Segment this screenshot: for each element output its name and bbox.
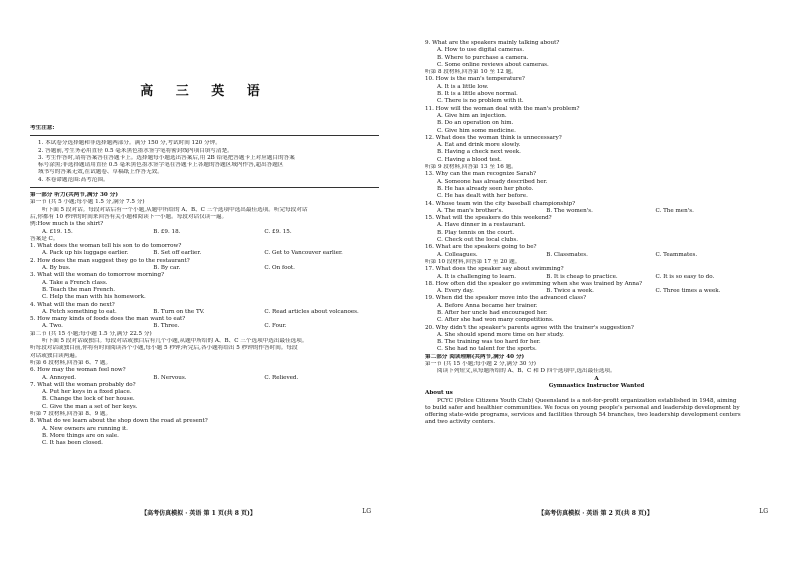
footer — [397, 508, 794, 517]
text-line: C. Check out the local clubs. — [437, 237, 519, 244]
text-line: B. Change the lock of her house. — [42, 396, 135, 403]
text-line: C. There is no problem with it. — [437, 98, 524, 105]
option-row — [30, 265, 379, 272]
footer-code: LG — [362, 508, 371, 515]
text-line: 20. Why didn't the speaker's parents agree with the trainer's suggestion? — [425, 324, 634, 331]
text-line: PCYC (Police Citizens Youth Club) Queensland is a not-for-profit organization established in 1948, aiming — [437, 397, 737, 404]
text-line: 听第 9 段材料,回答第 13 至 16 题。 — [425, 164, 517, 171]
text-line: 第二部分 阅读理解(共两节,满分 40 分) — [425, 353, 525, 360]
section-heading: Gymnastics Instructor Wanted — [548, 382, 645, 389]
notice-item: 3. 考生作答时,请将答案答在答题卡上。选择题每小题选出答案后,用 2B 铅笔把答题卡上对应题目的答案 — [38, 154, 295, 161]
exam-title: 高 三 英 语 — [140, 84, 269, 99]
text-line: 6. How may the woman feel now? — [30, 367, 126, 374]
option-row — [30, 229, 379, 236]
text-line: 19. When did the speaker move into the advanced class? — [425, 295, 587, 302]
notice-item: 标号涂黑;非选择题请用直径 0.5 毫米黑色墨水签字笔在答题卡上各题的答题区域内作答,超出答题区 — [38, 162, 284, 169]
notice-item: 域书写的答案无效,在试题卷、草稿纸上作答无效。 — [38, 169, 163, 176]
notice-item: 4. 本卷命题范围:高考范围。 — [38, 176, 109, 183]
text-line: B. Play tennis on the court. — [437, 229, 515, 236]
text-line: B. Do an operation on him. — [437, 120, 514, 127]
answer-option: A. Colleagues. — [437, 251, 478, 258]
text-line: 8. What do we learn about the shop down the road at present? — [30, 418, 208, 425]
footer-page-label: 【高考仿真模拟 · 英语 第 2 页(共 8 页)】 — [538, 510, 653, 517]
answer-option: C. Get to Vancouver earlier. — [264, 250, 343, 257]
text-line: B. After her uncle had encouraged her. — [437, 309, 548, 316]
text-line: C. Help the man with his homework. — [42, 294, 146, 301]
text-line: B. More things are on sale. — [42, 432, 119, 439]
text-line: 听第 6 段材料,回答第 6、7 题。 — [30, 359, 112, 366]
option-row — [30, 323, 379, 330]
text-line: A. Before Anna became her trainer. — [437, 302, 538, 309]
answer-option: B. £9. 18. — [153, 228, 181, 235]
footer-page-label: 【高考仿真模拟 · 英语 第 1 页(共 8 页)】 — [141, 510, 256, 517]
text-line: B. He has already seen her photo. — [437, 185, 534, 192]
text-line: 7. What will the woman probably do? — [30, 381, 136, 388]
text-line: A. Have dinner in a restaurant. — [437, 222, 526, 229]
answer-option: C. The men's. — [655, 207, 694, 214]
text-line: 例:How much is the shirt? — [30, 221, 104, 228]
listening-section — [30, 192, 379, 447]
option-row — [30, 309, 379, 316]
text-line: 第一节 (共 5 小题;每小题 1.5 分,满分 7.5 分) — [30, 199, 145, 206]
text-line: 11. How will the woman deal with the man's problem? — [425, 105, 580, 112]
answer-option: A. Two. — [42, 323, 63, 330]
answer-option: A. It is challenging to learn. — [437, 273, 517, 280]
option-row — [30, 250, 379, 257]
text-line: B. Where to purchase a camera. — [437, 54, 529, 61]
answer-option: A. By bus. — [42, 265, 71, 272]
answer-option: B. The women's. — [546, 207, 593, 214]
answer-option: A. £19. 15. — [42, 228, 73, 235]
option-row — [425, 252, 768, 259]
text-line: 听第 8 段材料,回答第 10 至 12 题。 — [425, 69, 517, 76]
answer-option: C. It is so easy to do. — [655, 273, 715, 280]
text-line: C. Give him some medicine. — [437, 127, 516, 134]
text-line: C. She had no talent for the sports. — [437, 346, 537, 353]
notice-item: 1. 本试卷分选择题和非选择题两部分。满分 150 分,考试时间 120 分钟。 — [38, 140, 221, 147]
text-line: C. After she had won many competitions. — [437, 317, 554, 324]
text-line: 5. How many kinds of foods does the man want to eat? — [30, 316, 186, 323]
answer-option: B. Twice a week. — [546, 288, 594, 295]
text-line: 4. What will the man do next? — [30, 301, 115, 308]
text-line: 后,你都有 10 秒钟的时间来回答有关小题和阅读下一小题。每段对话仅读一遍。 — [30, 213, 228, 220]
answer-option: B. It is cheap to practice. — [546, 273, 618, 280]
notice-item: 2. 答题前,考生务必用直径 0.5 毫米黑色墨水签字笔将密封线内项目填写清楚。 — [38, 147, 233, 154]
answer-option: B. Set off earlier. — [153, 250, 202, 257]
answer-option: B. Three. — [153, 323, 180, 330]
footer-code: LG — [759, 508, 768, 515]
divider — [30, 135, 379, 136]
text-line: A. It is a little low. — [437, 83, 489, 90]
text-line: 听第 7 段材料,回答第 8、9 题。 — [30, 410, 112, 417]
notice-list — [30, 140, 379, 184]
text-line: 听每段对话或独白前,你将有时间阅读各个小题,每小题 5 秒钟;听完后,各小题将给出 5 秒钟的作答时间。每段 — [30, 345, 298, 352]
text-line: 14. Whose team win the city baseball championship? — [425, 200, 576, 207]
notice-heading: 考生注意: — [30, 125, 55, 131]
text-line: A. Someone has already described her. — [437, 178, 548, 185]
answer-option: C. Read articles about volcanoes. — [264, 308, 359, 315]
text-line: C. Having a blood test. — [437, 156, 502, 163]
option-row — [425, 208, 768, 215]
answer-option: B. By car. — [153, 265, 181, 272]
option-row — [425, 274, 768, 281]
text-line: to build safer and healthier communities. We focus on young people's personal and leadership development by — [425, 404, 740, 411]
text-line: and two activity centers. — [425, 419, 496, 426]
footer — [0, 508, 397, 517]
text-line: B. Teach the man French. — [42, 286, 116, 293]
text-line: 18. How often did the speaker go swimming when she was trained by Anna? — [425, 280, 643, 287]
text-line: 1. What does the woman tell his son to do tomorrow? — [30, 243, 182, 250]
text-line: 听下面 5 段对话。每段对话后有一个小题,从题中所给的 A、B、C 三个选项中选出最佳选项。听完每段对话 — [42, 206, 308, 213]
section-heading: A — [594, 375, 599, 382]
text-line: 听第 10 段材料,回答第 17 至 20 题。 — [425, 258, 521, 265]
answer-option: C. Relieved. — [264, 374, 299, 381]
text-line: 听下面 5 段对话或独白。每段对话或独白后有几个小题,从题中所给的 A、B、C 三个选项中选出最佳选项。 — [42, 338, 308, 345]
text-line: B. Having a check next week. — [437, 149, 521, 156]
answer-option: C. Teammates. — [655, 251, 698, 258]
answer-option: A. Every day. — [437, 288, 474, 295]
text-line: 3. What will the woman do tomorrow morning? — [30, 272, 165, 279]
answer-option: A. Pack up his luggage earlier. — [42, 250, 129, 257]
text-line: 对话或独白读两遍。 — [30, 352, 81, 359]
text-line: 第一节 (共 15 小题;每小题 2 分,满分 30 分) — [425, 361, 536, 368]
answer-option: C. Three times a week. — [655, 288, 721, 295]
text-line: About us — [425, 390, 453, 397]
text-line: A. Put her keys in a fixed place. — [42, 389, 132, 396]
text-line: A. New owners are running it. — [42, 425, 128, 432]
text-line: 15. What will the speakers do this weekend? — [425, 215, 552, 222]
answer-option: C. On foot. — [264, 265, 295, 272]
text-line: 13. Why can the man recognize Sarah? — [425, 171, 537, 178]
text-line: offering state-wide programs, services and facilities through 54 branches, two leadership development centers — [425, 412, 741, 419]
answer-option: C. £9. 15. — [264, 228, 292, 235]
text-line: A. Eat and drink more slowly. — [437, 142, 521, 149]
answer-option: B. Classmates. — [546, 251, 588, 258]
text-line: 第二节 (共 15 小题;每小题 1.5 分,满分 22.5 分) — [30, 330, 152, 337]
text-line: 12. What does the woman think is unnecessary? — [425, 134, 562, 141]
answer-option: A. Annoyed. — [42, 374, 77, 381]
text-line: C. He has dealt with her before. — [437, 193, 528, 200]
text-line: A. How to use digital cameras. — [437, 47, 524, 54]
text-line: 2. How does the man suggest they go to the restaurant? — [30, 257, 190, 264]
text-line: 阅读下列短文,从每题所给的 A、B、C 和 D 四个选项中,选出最佳选项。 — [437, 368, 616, 375]
page-2 — [397, 0, 794, 561]
text-line: 16. What are the speakers going to be? — [425, 244, 537, 251]
text-line: 第一部分 听力(共两节,满分 30 分) — [30, 192, 118, 199]
answer-option: A. Fetch something to eat. — [42, 308, 117, 315]
answer-option: C. Four. — [264, 323, 287, 330]
option-row — [425, 288, 768, 295]
text-line: B. The training was too hard for her. — [437, 339, 541, 346]
option-row — [30, 375, 379, 382]
text-line: 答案是 C。 — [30, 235, 59, 242]
text-line: A. Give him an injection. — [437, 112, 507, 119]
text-line: 17. What does the speaker say about swimming? — [425, 266, 564, 273]
text-line: 10. How is the man's temperature? — [425, 76, 525, 83]
answer-option: A. The man's brother's. — [437, 207, 504, 214]
text-line: C. Some online reviews about cameras. — [437, 61, 549, 68]
answer-option: B. Turn on the TV. — [153, 308, 205, 315]
listening-reading-section — [425, 40, 768, 427]
divider — [30, 187, 379, 188]
text-line: A. Take a French class. — [42, 279, 108, 286]
text-line: 9. What are the speakers mainly talking about? — [425, 40, 560, 46]
text-line: A. She should spend more time on her study. — [437, 331, 564, 338]
text-line: C. It has been closed. — [42, 440, 103, 447]
text-line: B. It is a little above normal. — [437, 91, 518, 98]
answer-option: B. Nervous. — [153, 374, 187, 381]
text-line: C. Give the man a set of her keys. — [42, 403, 138, 410]
